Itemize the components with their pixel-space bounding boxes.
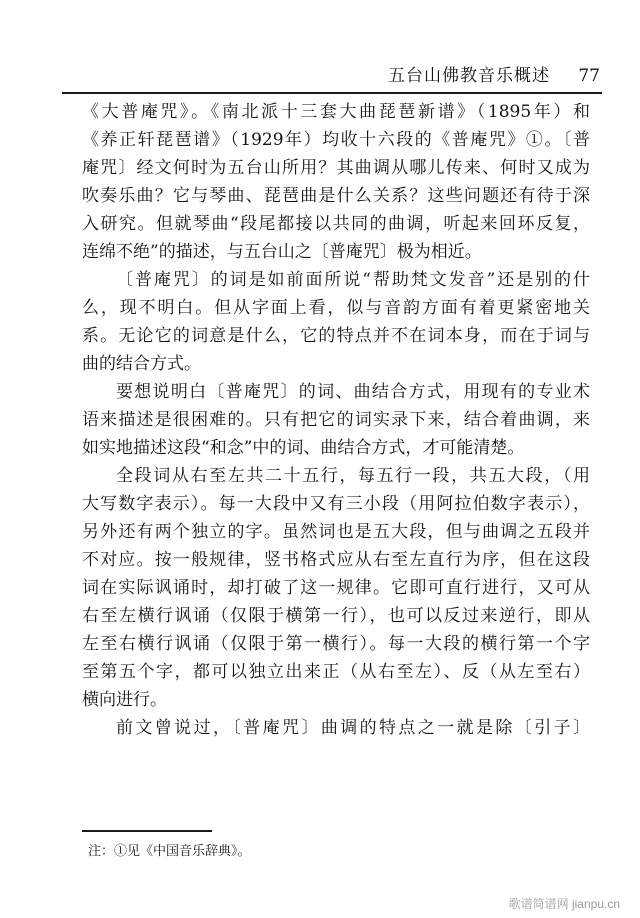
text-line: 么，现不明白。但从字面上看，似与音韵方面有着更紧密地关	[82, 298, 590, 318]
text-line: 《大普庵咒》。《南北派十三套大曲琵琶新谱》（1895年）和	[82, 102, 590, 122]
text-line: 吹奏乐曲？它与琴曲、琵琶曲是什么关系？这些问题还有待于深	[82, 186, 590, 206]
text-line: 词在实际讽诵时，却打破了这一规律。它即可直行进行，又可从	[82, 578, 590, 598]
paragraph-start-line: 要想说明白〔普庵咒〕的词、曲结合方式，用现有的专业术	[116, 382, 590, 402]
text-line: 右至左横行讽诵（仅限于横第一行），也可以反过来逆行，即从	[82, 606, 590, 626]
text-line: 左至右横行讽诵（仅限于第一横行）。每一大段的横行第一个字	[82, 634, 590, 654]
paragraph-start-line: 〔普庵咒〕的词是如前面所说“帮助梵文发音”还是别的什	[116, 270, 590, 290]
text-line: 至第五个字，都可以独立出来正（从右至左）、反（从左至右）	[82, 662, 590, 682]
footnote: 注：①见《中国音乐辞典》。	[88, 844, 251, 859]
text-line: 语来描述是很困难的。只有把它的词实录下来，结合着曲调，来	[82, 410, 590, 430]
text-line: 另外还有两个独立的字。虽然词也是五大段，但与曲调之五段并	[82, 522, 590, 542]
running-header	[62, 62, 602, 94]
text-line: 系。无论它的词意是什么，它的特点并不在词本身，而在于词与	[82, 326, 590, 346]
text-line: 横向进行。	[82, 690, 167, 710]
paragraph-start-line: 全段词从右至左共二十五行，每五行一段，共五大段，（用	[116, 466, 590, 486]
watermark: 歌谱简谱网 jianpu.cn	[508, 897, 620, 911]
page-number: 77	[578, 66, 600, 86]
text-line: 大写数字表示）。每一大段中又有三小段（用阿拉伯数字表示），	[82, 494, 590, 514]
text-line: 《养正轩琵琶谱》（1929年）均收十六段的《普庵咒》①。〔普	[82, 130, 590, 150]
running-title: 五台山佛教音乐概述	[388, 66, 550, 86]
body-text	[82, 98, 590, 742]
text-line: 连绵不绝”的描述，与五台山之〔普庵咒〕极为相近。	[82, 242, 482, 262]
text-line: 庵咒〕经文何时为五台山所用？其曲调从哪儿传来、何时又成为	[82, 158, 590, 178]
text-line: 如实地描述这段“和念”中的词、曲结合方式，才可能清楚。	[82, 438, 525, 458]
text-line: 不对应。按一般规律，竖书格式应从右至左直行为序，但在这段	[82, 550, 590, 570]
text-line: 曲的结合方式。	[82, 354, 201, 374]
paragraph-start-line: 前文曾说过，〔普庵咒〕曲调的特点之一就是除〔引子〕	[116, 718, 590, 738]
footnote-divider	[82, 830, 212, 832]
text-line: 入研究。但就琴曲“段尾都接以共同的曲调，听起来回环反复，	[82, 214, 590, 234]
